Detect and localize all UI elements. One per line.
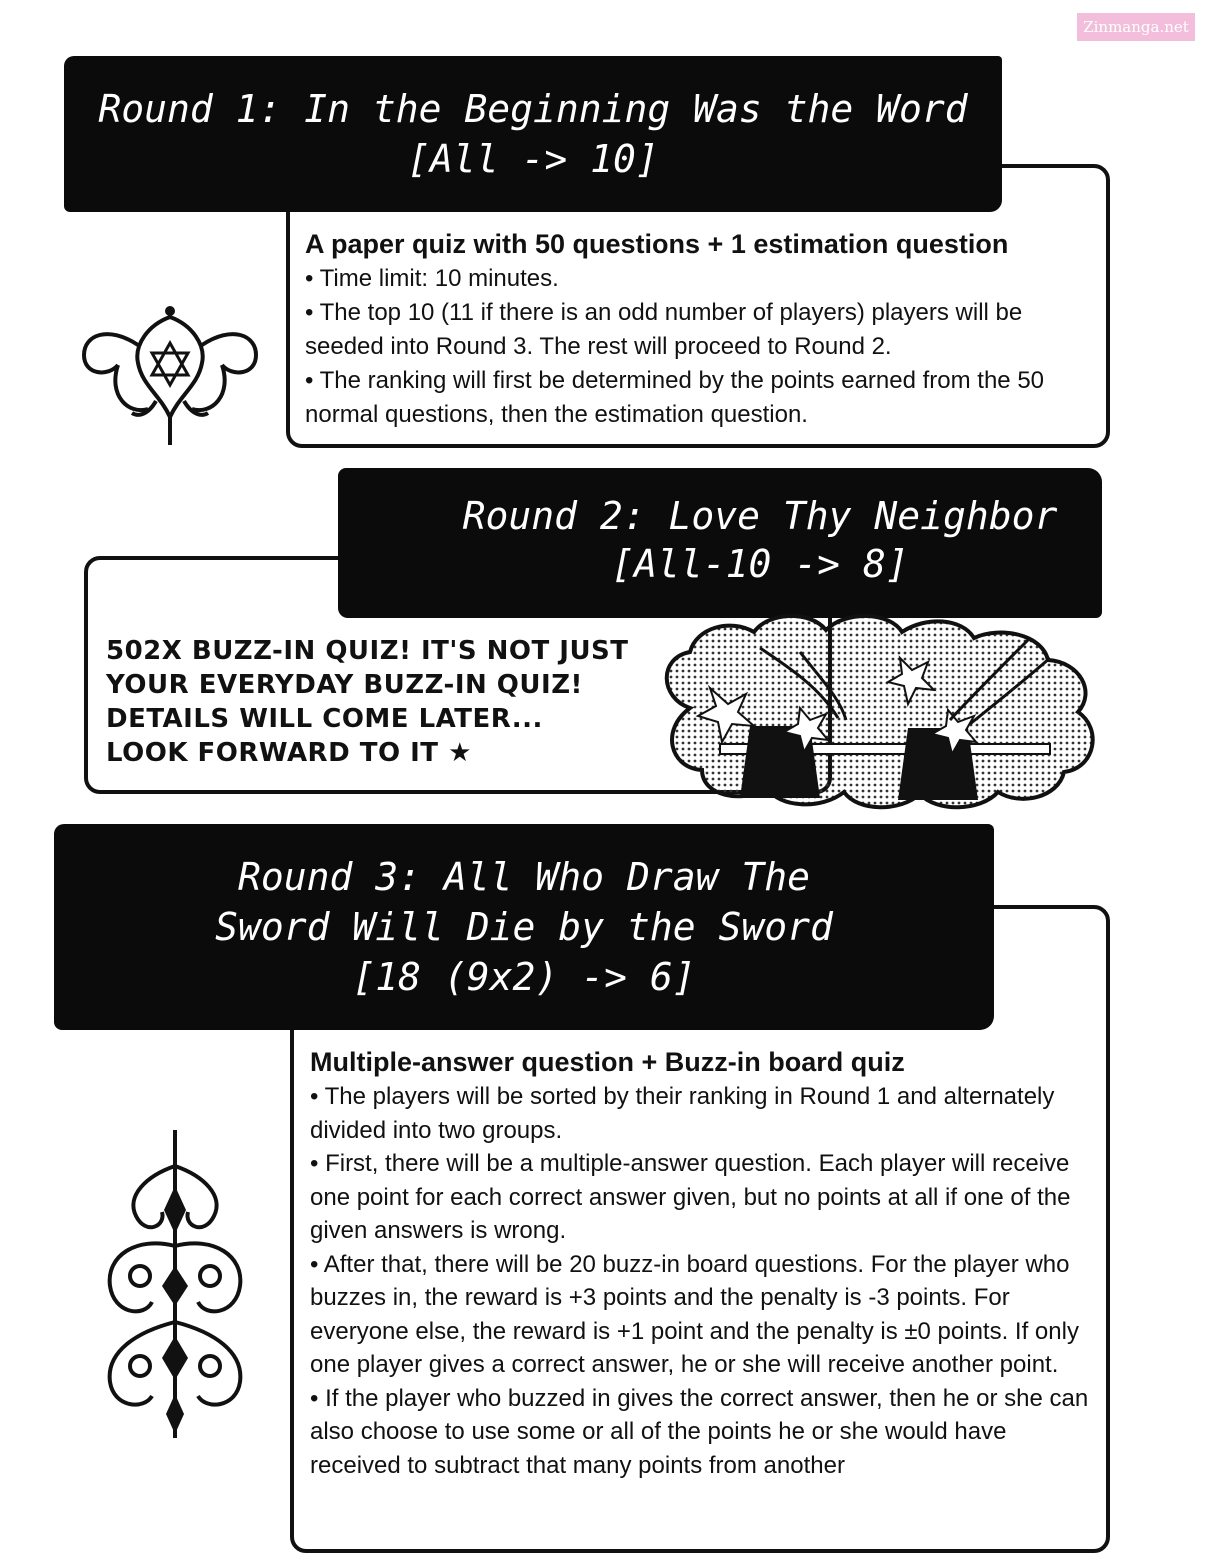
round3-box-title: Multiple-answer question + Buzz-in board quiz xyxy=(310,1047,905,1077)
round2-banner-text xyxy=(338,468,1102,618)
round3-title-line1: Round 3: All Who Draw The xyxy=(238,855,810,899)
round2-subtitle: [All-10 -> 8] xyxy=(611,542,909,586)
round3-content xyxy=(310,1044,1095,1482)
comic-line: 502X BUZZ-IN QUIZ! IT'S NOT JUST xyxy=(106,636,629,666)
round2-title: Round 2: Love Thy Neighbor xyxy=(462,494,1058,538)
round3-bullet: • If the player who buzzed in gives the correct answer, then he or she can also choose to use some or all of the points he or she would have received to subtract that many points from another xyxy=(310,1384,1089,1479)
vertical-ornament-icon xyxy=(96,1126,254,1442)
round1-bullet: • The ranking will first be determined by the points earned from the 50 normal questions, then the estimation question. xyxy=(305,367,1045,428)
comic-line: LOOK FORWARD TO IT ★ xyxy=(106,738,472,768)
comic-line: DETAILS WILL COME LATER... xyxy=(106,704,543,734)
ornament-icon xyxy=(78,305,262,447)
watermark: Zinmanga.net xyxy=(1077,13,1195,41)
round1-bullet: • The top 10 (11 if there is an odd number of players) players will be seeded into Round 3. The rest will proceed to Round 2. xyxy=(305,299,1023,360)
round3-bullet: • After that, there will be 20 buzz-in board questions. For the player who buzzes in, the reward is +3 points and the penalty is -3 points. For everyone else, the reward is +1 point and the penalty is ±0 points. If only one player gives a correct answer, he or she will receive another point. xyxy=(310,1250,1079,1378)
round1-subtitle-text: [All -> 10] xyxy=(407,137,659,181)
round3-bullet: • The players will be sorted by their ranking in Round 1 and alternately divided into two groups. xyxy=(310,1083,1055,1144)
buzzer-cloud-illustration xyxy=(650,608,1110,814)
round1-content xyxy=(305,226,1095,432)
round3-bullet: • First, there will be a multiple-answer question. Each player will receive one point for each correct answer given, but no points at all if one of the given answers is wrong. xyxy=(310,1150,1071,1244)
round3-title-line2: Sword Will Die by the Sword xyxy=(215,905,833,949)
round1-box-title: A paper quiz with 50 questions + 1 estimation question xyxy=(305,229,1009,259)
round1-title-text: Round 1: In the Beginning Was the Word xyxy=(98,87,968,131)
round1-banner-text xyxy=(64,56,1002,212)
round3-banner-text xyxy=(54,824,994,1030)
round3-subtitle: [18 (9x2) -> 6] xyxy=(352,955,696,999)
round1-bullet: • Time limit: 10 minutes. xyxy=(305,265,559,292)
round2-comic-text xyxy=(106,634,666,770)
comic-line: YOUR EVERYDAY BUZZ-IN QUIZ! xyxy=(106,670,583,700)
